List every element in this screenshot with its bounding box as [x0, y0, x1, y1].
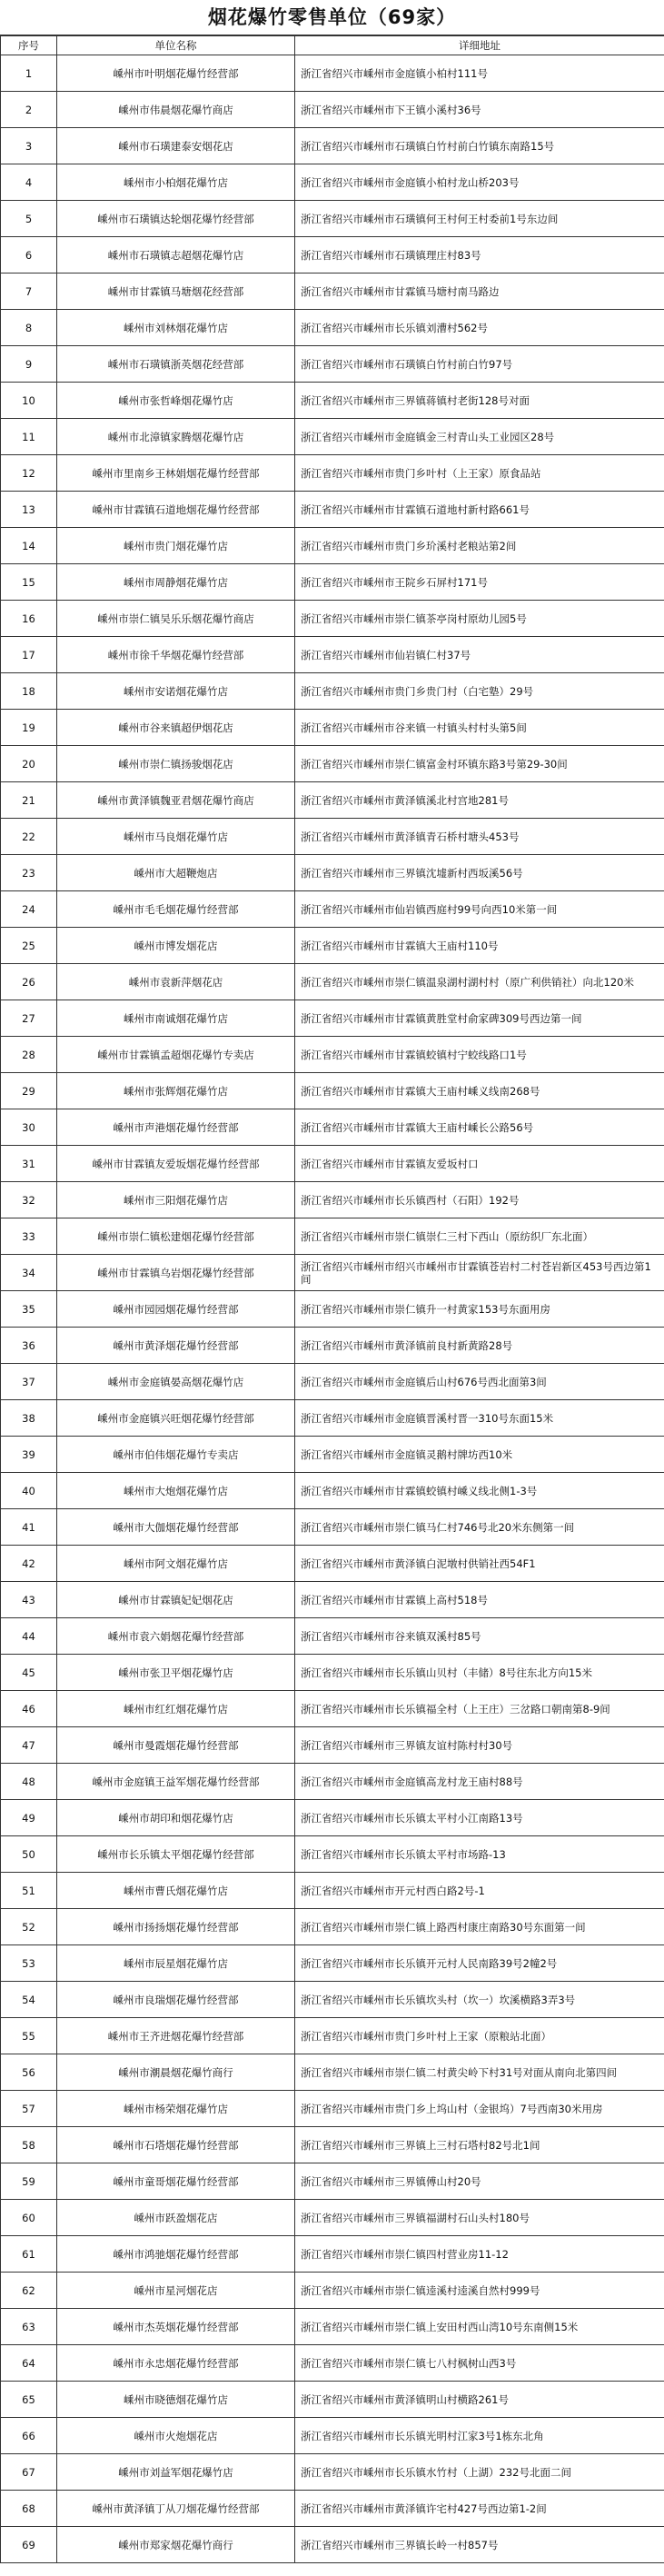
table-row [1, 2382, 664, 2418]
unit-name: 嵊州市火炮烟花店 [57, 2418, 295, 2454]
table-row [1, 1727, 664, 1764]
table-row [1, 1836, 664, 1873]
address: 浙江省绍兴市嵊州市仙岩镇仁村37号 [295, 637, 664, 673]
address: 浙江省绍兴市嵊州市三界镇长岭一村857号 [295, 2527, 664, 2563]
table-header [1, 36, 664, 55]
header-name: 单位名称 [57, 36, 295, 55]
unit-name: 嵊州市崇仁镇吴乐乐烟花爆竹商店 [57, 601, 295, 637]
row-number: 40 [1, 1473, 57, 1509]
unit-name: 嵊州市良瑞烟花爆竹经营部 [57, 1982, 295, 2018]
address: 浙江省绍兴市嵊州市石璜镇白竹村前白竹97号 [295, 346, 664, 383]
row-number: 30 [1, 1109, 57, 1146]
row-number: 67 [1, 2454, 57, 2491]
unit-name: 嵊州市大炮烟花爆竹店 [57, 1473, 295, 1509]
address: 浙江省绍兴市嵊州市黄泽镇许宅村427号西边第1-2间 [295, 2491, 664, 2527]
row-number: 27 [1, 1000, 57, 1037]
table-row [1, 1109, 664, 1146]
address: 浙江省绍兴市嵊州市金庭镇小柏村111号 [295, 55, 664, 92]
row-number: 3 [1, 128, 57, 164]
row-number: 2 [1, 92, 57, 128]
table-row [1, 1364, 664, 1400]
unit-name: 嵊州市小柏烟花爆竹店 [57, 164, 295, 201]
unit-name: 嵊州市黄泽烟花爆竹经营部 [57, 1328, 295, 1364]
address: 浙江省绍兴市嵊州市长乐镇福全村（上王庄）三岔路口朝南第8-9间 [295, 1691, 664, 1727]
address: 浙江省绍兴市嵊州市崇仁镇七八村枫树山西3号 [295, 2345, 664, 2382]
address: 浙江省绍兴市嵊州市贵门乡叶村上王家（原粮站北面） [295, 2018, 664, 2054]
row-number: 37 [1, 1364, 57, 1400]
table-row [1, 2200, 664, 2236]
unit-name: 嵊州市刘林烟花爆竹店 [57, 310, 295, 346]
row-number: 57 [1, 2091, 57, 2127]
table-row [1, 383, 664, 419]
row-number: 61 [1, 2236, 57, 2273]
unit-name: 嵊州市博发烟花店 [57, 928, 295, 964]
unit-name: 嵊州市马良烟花爆竹店 [57, 819, 295, 855]
unit-name: 嵊州市谷来镇超伊烟花店 [57, 710, 295, 746]
table-row [1, 1655, 664, 1691]
address: 浙江省绍兴市嵊州市石璜镇理庄村83号 [295, 237, 664, 274]
table-row [1, 164, 664, 201]
address: 浙江省绍兴市嵊州市长乐镇水竹村（上湖）232号北面二间 [295, 2454, 664, 2491]
address: 浙江省绍兴市嵊州市长乐镇山贝村（丰储）8号往东北方向15米 [295, 1655, 664, 1691]
address: 浙江省绍兴市嵊州市甘霖镇蛟镇村宁蛟线路口1号 [295, 1037, 664, 1073]
table-row [1, 1073, 664, 1109]
address: 浙江省绍兴市嵊州市甘霖镇友爱坂村口 [295, 1146, 664, 1182]
row-number: 12 [1, 455, 57, 492]
table-row [1, 2454, 664, 2491]
address: 浙江省绍兴市嵊州市黄泽镇白泥墩村供销社西54F1 [295, 1546, 664, 1582]
unit-name: 嵊州市大超鞭炮店 [57, 855, 295, 891]
table-row [1, 710, 664, 746]
table-row [1, 1218, 664, 1255]
table-row [1, 2091, 664, 2127]
table-row [1, 128, 664, 164]
row-number: 45 [1, 1655, 57, 1691]
header-address: 详细地址 [295, 36, 664, 55]
unit-name: 嵊州市王齐进烟花爆竹经营部 [57, 2018, 295, 2054]
row-number: 9 [1, 346, 57, 383]
header-no: 序号 [1, 36, 57, 55]
unit-name: 嵊州市安诺烟花爆竹店 [57, 673, 295, 710]
unit-name: 嵊州市扬扬烟花爆竹经营部 [57, 1909, 295, 1945]
table-row [1, 1400, 664, 1437]
row-number: 5 [1, 201, 57, 237]
unit-name: 嵊州市曼霞烟花爆竹经营部 [57, 1727, 295, 1764]
table-row [1, 1618, 664, 1655]
address: 浙江省绍兴市嵊州市甘霖镇马塘村南马路边 [295, 274, 664, 310]
address: 浙江省绍兴市嵊州市黄泽镇青石桥村塘头453号 [295, 819, 664, 855]
unit-name: 嵊州市童哥烟花爆竹经营部 [57, 2163, 295, 2200]
table-row [1, 2273, 664, 2309]
table-row [1, 746, 664, 782]
table-row [1, 2309, 664, 2345]
row-number: 50 [1, 1836, 57, 1873]
address: 浙江省绍兴市嵊州市崇仁镇二村黄尖岭下村31号对面从南向北第四间 [295, 2054, 664, 2091]
table-row [1, 673, 664, 710]
address: 浙江省绍兴市嵊州市谷来镇一村镇头村村头第5间 [295, 710, 664, 746]
row-number: 53 [1, 1945, 57, 1982]
address: 浙江省绍兴市嵊州市崇仁镇上路西村康庄南路30号东面第一间 [295, 1909, 664, 1945]
address: 浙江省绍兴市嵊州市金庭镇小柏村龙山桥203号 [295, 164, 664, 201]
table-row [1, 928, 664, 964]
table-row [1, 1982, 664, 2018]
row-number: 15 [1, 564, 57, 601]
header-row [1, 36, 664, 55]
address: 浙江省绍兴市嵊州市仙岩镇西庭村99号向西10米第一间 [295, 891, 664, 928]
unit-name: 嵊州市石璜镇浙英烟花经营部 [57, 346, 295, 383]
address: 浙江省绍兴市嵊州市长乐镇太平村市场路-13 [295, 1836, 664, 1873]
address: 浙江省绍兴市嵊州市长乐镇光明村江家3号1栋东北角 [295, 2418, 664, 2454]
row-number: 66 [1, 2418, 57, 2454]
row-number: 64 [1, 2345, 57, 2382]
address: 浙江省绍兴市嵊州市石璜镇白竹村前白竹镇东南路15号 [295, 128, 664, 164]
address: 浙江省绍兴市嵊州市甘霖镇蛟镇村嵊义线北侧1-3号 [295, 1473, 664, 1509]
address: 浙江省绍兴市嵊州市长乐镇西村（石阳）192号 [295, 1182, 664, 1218]
row-number: 29 [1, 1073, 57, 1109]
unit-name: 嵊州市石璜镇达轮烟花爆竹经营部 [57, 201, 295, 237]
unit-name: 嵊州市黄泽镇魏亚君烟花爆竹商店 [57, 782, 295, 819]
row-number: 54 [1, 1982, 57, 2018]
page-title: 烟花爆竹零售单位（69家） [0, 0, 664, 35]
table-row [1, 564, 664, 601]
unit-name: 嵊州市长乐镇太平烟花爆竹经营部 [57, 1836, 295, 1873]
row-number: 39 [1, 1437, 57, 1473]
unit-name: 嵊州市张哲峰烟花爆竹店 [57, 383, 295, 419]
address: 浙江省绍兴市嵊州市三界镇上三村石塔村82号北1间 [295, 2127, 664, 2163]
table-row [1, 455, 664, 492]
row-number: 7 [1, 274, 57, 310]
table-row [1, 1691, 664, 1727]
table-row [1, 2491, 664, 2527]
table-row [1, 2418, 664, 2454]
unit-name: 嵊州市潮晨烟花爆竹商行 [57, 2054, 295, 2091]
unit-name: 嵊州市胡印和烟花爆竹店 [57, 1800, 295, 1836]
address: 浙江省绍兴市嵊州市长乐镇太平村小江南路13号 [295, 1800, 664, 1836]
unit-name: 嵊州市甘霖镇妃妃烟花店 [57, 1582, 295, 1618]
row-number: 68 [1, 2491, 57, 2527]
table-row [1, 1437, 664, 1473]
row-number: 60 [1, 2200, 57, 2236]
address: 浙江省绍兴市嵊州市金庭镇后山村676号西北面第3间 [295, 1364, 664, 1400]
unit-name: 嵊州市张辉烟花爆竹店 [57, 1073, 295, 1109]
row-number: 4 [1, 164, 57, 201]
table-row [1, 2054, 664, 2091]
table-row [1, 2018, 664, 2054]
unit-name: 嵊州市园园烟花爆竹经营部 [57, 1291, 295, 1328]
address: 浙江省绍兴市嵊州市甘霖镇大王庙村嵊义线南268号 [295, 1073, 664, 1109]
address: 浙江省绍兴市嵊州市甘霖镇大王庙村嵊长公路56号 [295, 1109, 664, 1146]
unit-name: 嵊州市北漳镇家腾烟花爆竹店 [57, 419, 295, 455]
table-row [1, 782, 664, 819]
unit-name: 嵊州市崇仁镇松建烟花爆竹经营部 [57, 1218, 295, 1255]
address: 浙江省绍兴市嵊州市贵门乡叶村（上王家）原食品站 [295, 455, 664, 492]
address: 浙江省绍兴市嵊州市三界镇福湖村石山头村180号 [295, 2200, 664, 2236]
unit-name: 嵊州市石璜建泰安烟花店 [57, 128, 295, 164]
row-number: 10 [1, 383, 57, 419]
unit-name: 嵊州市晓德烟花爆竹店 [57, 2382, 295, 2418]
address: 浙江省绍兴市嵊州市崇仁镇上安田村西山湾10号东南侧15米 [295, 2309, 664, 2345]
table-row [1, 1800, 664, 1836]
address: 浙江省绍兴市嵊州市贵门乡贵门村（白宅塾）29号 [295, 673, 664, 710]
address: 浙江省绍兴市嵊州市甘霖镇大王庙村110号 [295, 928, 664, 964]
unit-name: 嵊州市杰英烟花爆竹经营部 [57, 2309, 295, 2345]
row-number: 36 [1, 1328, 57, 1364]
table-row [1, 346, 664, 383]
row-number: 24 [1, 891, 57, 928]
table-row [1, 310, 664, 346]
unit-name: 嵊州市张卫平烟花爆竹店 [57, 1655, 295, 1691]
row-number: 32 [1, 1182, 57, 1218]
row-number: 31 [1, 1146, 57, 1182]
table-row [1, 274, 664, 310]
table-row [1, 237, 664, 274]
table-row [1, 528, 664, 564]
table-row [1, 1546, 664, 1582]
unit-name: 嵊州市甘霖镇石道地烟花爆竹经营部 [57, 492, 295, 528]
address: 浙江省绍兴市嵊州市金庭镇金三村青山头工业园区28号 [295, 419, 664, 455]
unit-name: 嵊州市永忠烟花爆竹经营部 [57, 2345, 295, 2382]
unit-name: 嵊州市杨荣烟花爆竹店 [57, 2091, 295, 2127]
address: 浙江省绍兴市嵊州市甘霖镇黄胜堂村俞家碑309号西边第一间 [295, 1000, 664, 1037]
address: 浙江省绍兴市嵊州市金庭镇晋溪村晋一310号东面15米 [295, 1400, 664, 1437]
unit-name: 嵊州市石塔烟花爆竹经营部 [57, 2127, 295, 2163]
table-row [1, 1000, 664, 1037]
unit-name: 嵊州市贵门烟花爆竹店 [57, 528, 295, 564]
row-number: 22 [1, 819, 57, 855]
row-number: 47 [1, 1727, 57, 1764]
row-number: 58 [1, 2127, 57, 2163]
address: 浙江省绍兴市嵊州市贵门乡上坞山村（金银坞）7号西南30米用房 [295, 2091, 664, 2127]
row-number: 35 [1, 1291, 57, 1328]
address: 浙江省绍兴市嵊州市绍兴市嵊州市甘霖镇苍岩村二村苍岩新区453号西边第1间 [295, 1255, 664, 1291]
table-row [1, 2236, 664, 2273]
table-row [1, 1146, 664, 1182]
address: 浙江省绍兴市嵊州市崇仁镇崇仁三村下西山（原纺织厂东北面） [295, 1218, 664, 1255]
row-number: 65 [1, 2382, 57, 2418]
unit-name: 嵊州市辰星烟花爆竹店 [57, 1945, 295, 1982]
unit-name: 嵊州市金庭镇王益军烟花爆竹经营部 [57, 1764, 295, 1800]
row-number: 43 [1, 1582, 57, 1618]
unit-name: 嵊州市跃盈烟花店 [57, 2200, 295, 2236]
row-number: 26 [1, 964, 57, 1000]
row-number: 38 [1, 1400, 57, 1437]
address: 浙江省绍兴市嵊州市三界镇傅山村20号 [295, 2163, 664, 2200]
table-body [1, 55, 664, 2563]
unit-name: 嵊州市郑家烟花爆竹商行 [57, 2527, 295, 2563]
table-row [1, 964, 664, 1000]
row-number: 44 [1, 1618, 57, 1655]
unit-name: 嵊州市金庭镇晏高烟花爆竹店 [57, 1364, 295, 1400]
table-row [1, 419, 664, 455]
unit-name: 嵊州市红红烟花爆竹店 [57, 1691, 295, 1727]
row-number: 51 [1, 1873, 57, 1909]
unit-name: 嵊州市袁新萍烟花店 [57, 964, 295, 1000]
row-number: 62 [1, 2273, 57, 2309]
address: 浙江省绍兴市嵊州市金庭镇高龙村龙王庙村88号 [295, 1764, 664, 1800]
address: 浙江省绍兴市嵊州市崇仁镇温泉湖村湖村村（原广利供销社）向北120米 [295, 964, 664, 1000]
table-row [1, 819, 664, 855]
unit-name: 嵊州市刘益军烟花爆竹店 [57, 2454, 295, 2491]
unit-name: 嵊州市声港烟花爆竹经营部 [57, 1109, 295, 1146]
table-row [1, 637, 664, 673]
unit-name: 嵊州市星河烟花店 [57, 2273, 295, 2309]
address: 浙江省绍兴市嵊州市甘霖镇上高村518号 [295, 1582, 664, 1618]
table-row [1, 55, 664, 92]
address: 浙江省绍兴市嵊州市谷来镇双溪村85号 [295, 1618, 664, 1655]
table-row [1, 2127, 664, 2163]
address: 浙江省绍兴市嵊州市贵门乡玠溪村老粮站第2间 [295, 528, 664, 564]
table-row [1, 201, 664, 237]
address: 浙江省绍兴市嵊州市崇仁镇茶亭岗村原幼儿园5号 [295, 601, 664, 637]
table-row [1, 2345, 664, 2382]
address: 浙江省绍兴市嵊州市黄泽镇前良村新黄路28号 [295, 1328, 664, 1364]
unit-name: 嵊州市三阳烟花爆竹店 [57, 1182, 295, 1218]
table-row [1, 1473, 664, 1509]
row-number: 41 [1, 1509, 57, 1546]
table-row [1, 1291, 664, 1328]
address: 浙江省绍兴市嵊州市黄泽镇溪北村宫地281号 [295, 782, 664, 819]
unit-name: 嵊州市伯伟烟花爆竹专卖店 [57, 1437, 295, 1473]
unit-name: 嵊州市曹氏烟花爆竹店 [57, 1873, 295, 1909]
unit-name: 嵊州市大伽烟花爆竹经营部 [57, 1509, 295, 1546]
row-number: 16 [1, 601, 57, 637]
table-row [1, 92, 664, 128]
row-number: 13 [1, 492, 57, 528]
unit-name: 嵊州市甘霖镇友爱坂烟花爆竹经营部 [57, 1146, 295, 1182]
table-row [1, 1909, 664, 1945]
table-row [1, 2163, 664, 2200]
row-number: 14 [1, 528, 57, 564]
row-number: 21 [1, 782, 57, 819]
row-number: 11 [1, 419, 57, 455]
row-number: 25 [1, 928, 57, 964]
row-number: 56 [1, 2054, 57, 2091]
row-number: 6 [1, 237, 57, 274]
table-row [1, 1255, 664, 1291]
row-number: 28 [1, 1037, 57, 1073]
table-row [1, 2527, 664, 2563]
row-number: 42 [1, 1546, 57, 1582]
table-row [1, 1509, 664, 1546]
address: 浙江省绍兴市嵊州市崇仁镇逵溪村逵溪自然村999号 [295, 2273, 664, 2309]
address: 浙江省绍兴市嵊州市开元村西白路2号-1 [295, 1873, 664, 1909]
table-row [1, 601, 664, 637]
address: 浙江省绍兴市嵊州市三界镇友谊村陈村村30号 [295, 1727, 664, 1764]
address: 浙江省绍兴市嵊州市长乐镇刘漕村562号 [295, 310, 664, 346]
unit-name: 嵊州市鸿驰烟花爆竹经营部 [57, 2236, 295, 2273]
unit-name: 嵊州市南诚烟花爆竹店 [57, 1000, 295, 1037]
retailer-table [0, 35, 664, 2563]
row-number: 49 [1, 1800, 57, 1836]
table-row [1, 1328, 664, 1364]
table-row [1, 1182, 664, 1218]
row-number: 46 [1, 1691, 57, 1727]
address: 浙江省绍兴市嵊州市长乐镇开元村人民南路39号2幢2号 [295, 1945, 664, 1982]
unit-name: 嵊州市甘霖镇乌岩烟花爆竹经营部 [57, 1255, 295, 1291]
unit-name: 嵊州市阿文烟花爆竹店 [57, 1546, 295, 1582]
row-number: 59 [1, 2163, 57, 2200]
address: 浙江省绍兴市嵊州市黄泽镇明山村横路261号 [295, 2382, 664, 2418]
row-number: 20 [1, 746, 57, 782]
unit-name: 嵊州市黄泽镇丁从刀烟花爆竹经营部 [57, 2491, 295, 2527]
row-number: 23 [1, 855, 57, 891]
unit-name: 嵊州市甘霖镇孟超烟花爆竹专卖店 [57, 1037, 295, 1073]
row-number: 1 [1, 55, 57, 92]
address: 浙江省绍兴市嵊州市崇仁镇四村营业房11-12 [295, 2236, 664, 2273]
address: 浙江省绍兴市嵊州市崇仁镇富金村环镇东路3号第29-30间 [295, 746, 664, 782]
table-row [1, 1582, 664, 1618]
unit-name: 嵊州市石璜镇志超烟花爆竹店 [57, 237, 295, 274]
row-number: 48 [1, 1764, 57, 1800]
row-number: 17 [1, 637, 57, 673]
unit-name: 嵊州市周静烟花爆竹店 [57, 564, 295, 601]
row-number: 8 [1, 310, 57, 346]
row-number: 19 [1, 710, 57, 746]
row-number: 18 [1, 673, 57, 710]
address: 浙江省绍兴市嵊州市下王镇小溪村36号 [295, 92, 664, 128]
table-row [1, 1945, 664, 1982]
address: 浙江省绍兴市嵊州市崇仁镇马仁村746号北20米东侧第一间 [295, 1509, 664, 1546]
unit-name: 嵊州市金庭镇兴旺烟花爆竹经营部 [57, 1400, 295, 1437]
address: 浙江省绍兴市嵊州市金庭镇灵鹅村牌坊西10米 [295, 1437, 664, 1473]
table-row [1, 1873, 664, 1909]
table-row [1, 891, 664, 928]
table-row [1, 855, 664, 891]
address: 浙江省绍兴市嵊州市崇仁镇升一村黄家153号东面用房 [295, 1291, 664, 1328]
row-number: 52 [1, 1909, 57, 1945]
row-number: 55 [1, 2018, 57, 2054]
address: 浙江省绍兴市嵊州市王院乡石屏村171号 [295, 564, 664, 601]
unit-name: 嵊州市毛毛烟花爆竹经营部 [57, 891, 295, 928]
unit-name: 嵊州市崇仁镇扬骏烟花店 [57, 746, 295, 782]
unit-name: 嵊州市里南乡王林娟烟花爆竹经营部 [57, 455, 295, 492]
unit-name: 嵊州市伟晨烟花爆竹商店 [57, 92, 295, 128]
row-number: 34 [1, 1255, 57, 1291]
table-row [1, 1037, 664, 1073]
unit-name: 嵊州市叶明烟花爆竹经营部 [57, 55, 295, 92]
row-number: 63 [1, 2309, 57, 2345]
unit-name: 嵊州市甘霖镇马塘烟花经营部 [57, 274, 295, 310]
row-number: 69 [1, 2527, 57, 2563]
table-row [1, 492, 664, 528]
unit-name: 嵊州市徐千华烟花爆竹经营部 [57, 637, 295, 673]
table-row [1, 1764, 664, 1800]
address: 浙江省绍兴市嵊州市石璜镇何王村何王村委前1号东边间 [295, 201, 664, 237]
unit-name: 嵊州市袁六娟烟花爆竹经营部 [57, 1618, 295, 1655]
address: 浙江省绍兴市嵊州市长乐镇坎头村（坎一）坎溪横路3弄3号 [295, 1982, 664, 2018]
address: 浙江省绍兴市嵊州市三界镇蒋镇村老街128号对面 [295, 383, 664, 419]
address: 浙江省绍兴市嵊州市甘霖镇石道地村新村路661号 [295, 492, 664, 528]
address: 浙江省绍兴市嵊州市三界镇沈墟新村西坂溪56号 [295, 855, 664, 891]
row-number: 33 [1, 1218, 57, 1255]
